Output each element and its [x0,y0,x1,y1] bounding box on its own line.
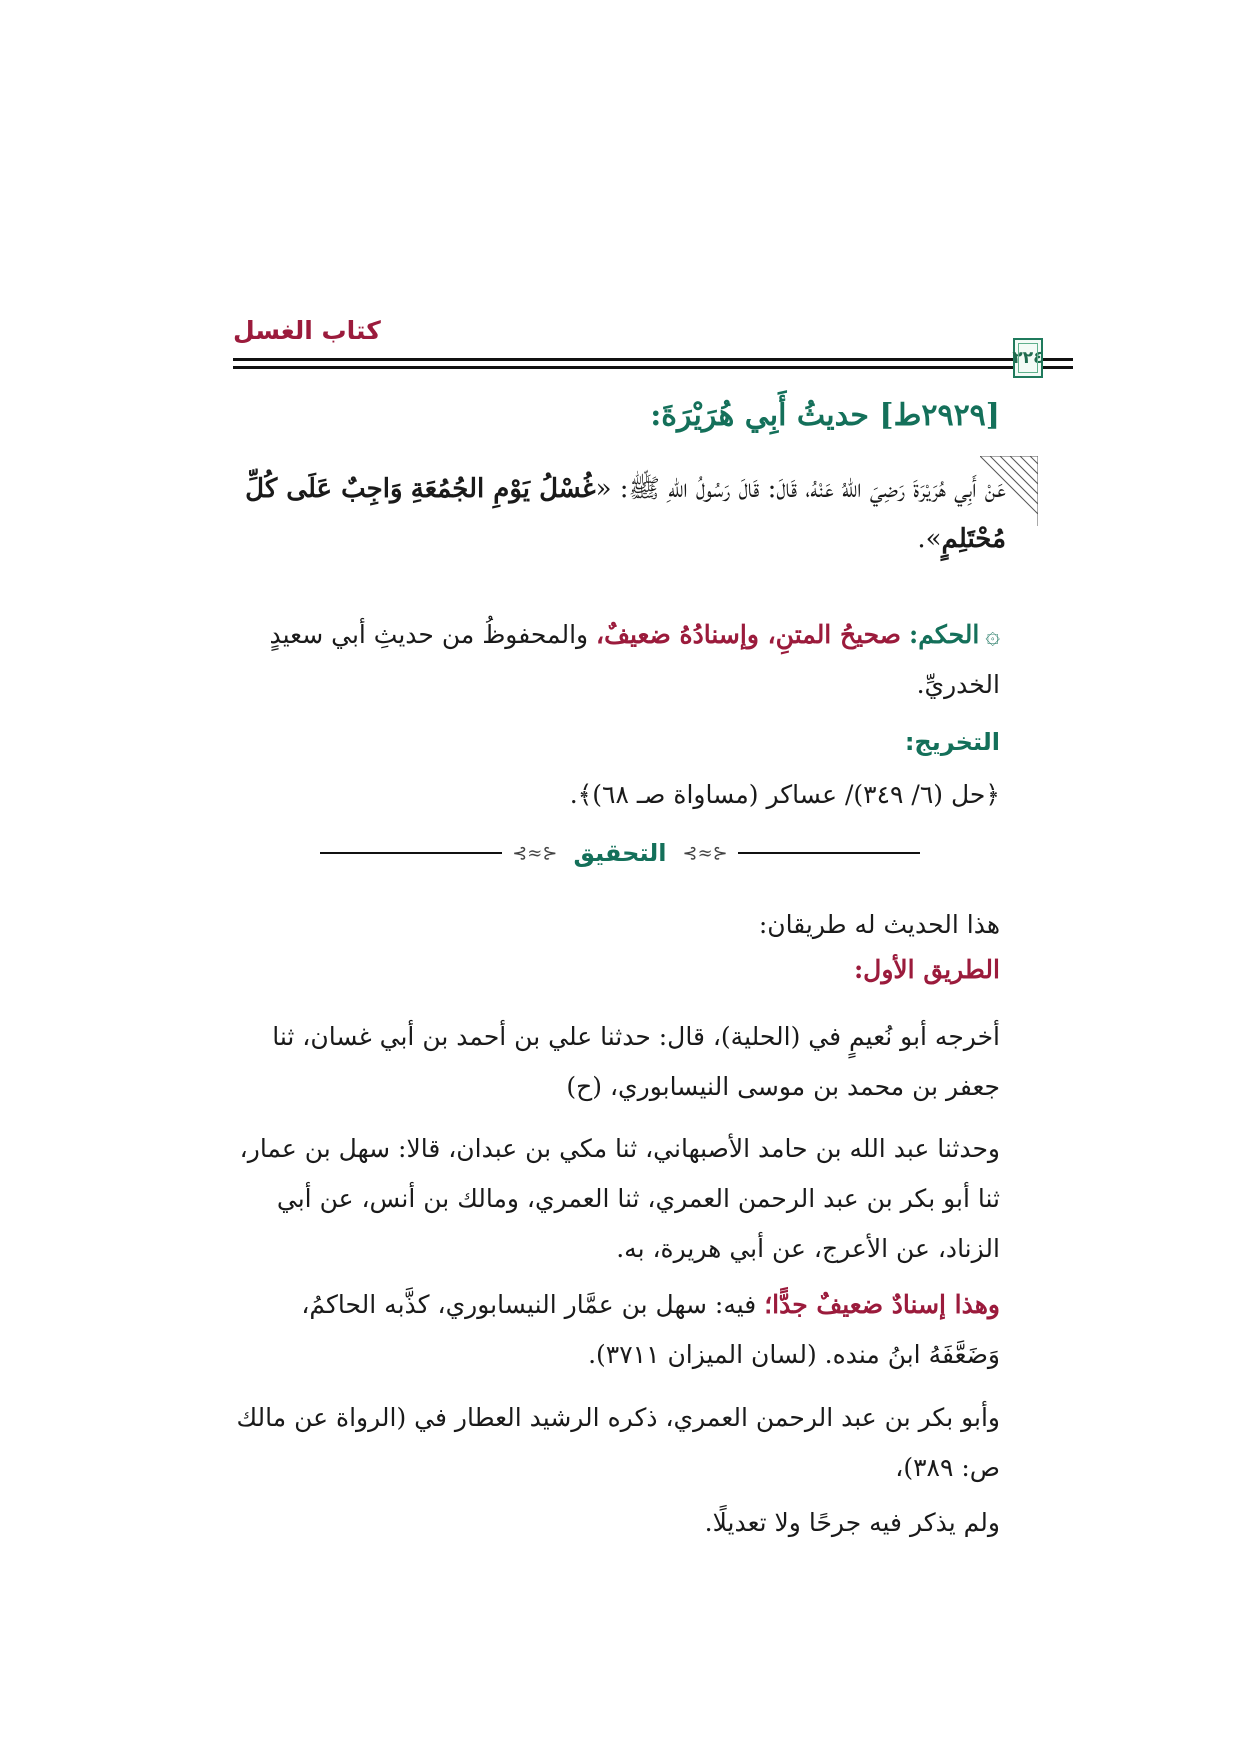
hukm-verdict: صحيحُ المتنِ، وإسنادُهُ ضعيفٌ، [596,620,902,649]
separator-line [738,852,920,854]
header-rule [233,358,1013,361]
tariq-label: الطريق الأول: [853,955,1000,984]
separator-ornament-icon: ⊰≈⊱ [682,842,728,864]
hukm-paragraph [230,610,1000,710]
header-rule [233,366,1013,369]
body-paragraph: ولم يذكر فيه جرحًا ولا تعديلًا. [704,1508,1000,1537]
page-number-badge [1013,338,1043,378]
hadith-matn-1: غُسْلُ يَوْمِ الجُمُعَةِ [410,474,596,504]
flower-ornament-icon: ۞ [985,620,1000,649]
book-title: كتاب الغسل [233,316,381,345]
body-paragraph: وحدثنا عبد الله بن حامد الأصبهاني، ثنا مكي بن عبدان، قالا: سهل بن عمار، ثنا أبو بكر بن عبد الرحمن العمري، ثنا العمري، ومالك بن أنس، عن أبي الزناد، عن الأعرج، عن أبي هريرة، به. [239,1134,1000,1263]
page-number: ٢٢٤ [1012,348,1044,368]
isnad-detail: فيه: سهل بن عمَّار النيسابوري، كذَّبه الحاكمُ، وَضَعَّفَهُ ابنُ منده. (لسان الميزان ٣٧١١). [301,1290,1000,1369]
hadith-box [236,456,1036,564]
takhrij-label: التخريج: [904,728,1000,756]
isnad-verdict: وهذا إسنادٌ ضعيفٌ جدًّا؛ [764,1290,1000,1319]
body-paragraph: هذا الحديث له طريقان: [758,910,1000,939]
header-rule [1043,366,1073,369]
hadith-text [236,456,1006,564]
hadith-intro: عَنْ أَبِي هُرَيْرَةَ رَضِيَ اللهُ عَنْهُ، قَالَ: قَالَ رَسُولُ اللهِ ﷺ: « [595,474,1006,504]
body-paragraph [230,1280,1000,1380]
hadith-heading: [٢٩٢٩ط] حديثُ أَبِي هُرَيْرَةَ: [650,398,1000,433]
body-paragraph: وأبو بكر بن عبد الرحمن العمري، ذكره الرشيد العطار في (الرواة عن مالك ص: ٣٨٩)، [236,1403,1000,1482]
tahqiq-label: التحقيق [573,839,667,867]
body-paragraph: أخرجه أبو نُعيمٍ في (الحلية)، قال: حدثنا علي بن أحمد بن أبي غسان، ثنا جعفر بن محمد بن موسى النيسابوري، (ح) [272,1022,1000,1101]
takhrij-text: ﴿حل (٦/ ٣٤٩)/ عساكر (مساواة صـ ٦٨)﴾. [569,780,1000,809]
tahqiq-separator [320,838,920,868]
hukm-rest: والمحفوظُ من حديثِ أبي سعيدٍ الخدريِّ. [269,620,1000,699]
corner-ornament-icon [980,456,1038,526]
header-rule [1043,358,1073,361]
separator-line [320,852,502,854]
separator-ornament-icon: ⊰≈⊱ [512,842,558,864]
hadith-matn-2: وَاجِبٌ عَلَى كُلِّ مُحْتَلِمٍ [245,474,1006,554]
hadith-close: ». [917,524,942,554]
hukm-label: الحكم: [908,620,980,649]
space [403,474,411,504]
